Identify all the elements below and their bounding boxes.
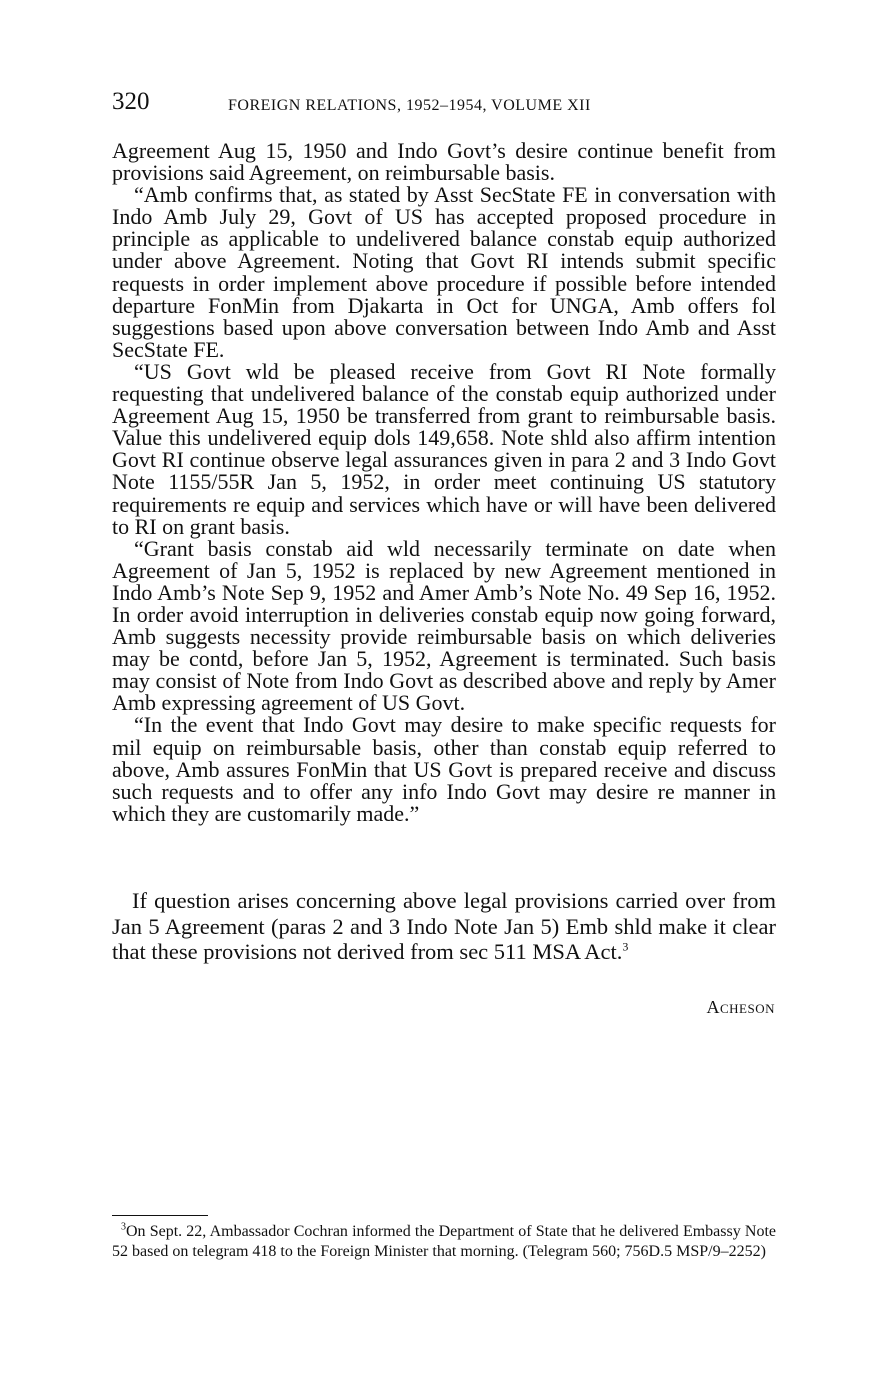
quote-paragraph-3: “US Govt wld be pleased receive from Govt RI Note formally requesting that undelivered balance of the constab equip authorized under Agreement Aug 15, 1950 be transferred from grant to reimbursable basis. Value this undelivered equip dols 149,658. Note shld also affirm intention Govt RI continue observe legal assurances given in para 2 and 3 Indo Govt Note 1155/55R Jan 5, 1952, in order meet continuing US statutory requirements re equip and services which have or will have been delivered to RI on grant basis. [112,358,776,539]
page-number: 320 [112,88,150,115]
footnote [112,1222,776,1261]
running-head: FOREIGN RELATIONS, 1952–1954, VOLUME XII [228,97,591,114]
quote-paragraph-5: “In the event that Indo Govt may desire to make specific requests for mil equip on reimbursable basis, other than constab equip referred to above, Amb assures FonMin that US Govt is prepared receive and discuss such requests and to offer any info Indo Govt may desire re manner in which they are customarily made.” [112,712,776,826]
page-header [112,88,776,124]
quote-paragraph-1: Agreement Aug 15, 1950 and Indo Govt’s desire continue benefit from provisions said Agreement, on reimbursable basis. [112,138,776,186]
footnote-marker: 3 [121,1221,126,1233]
telegram-quoted-text [112,140,776,825]
quote-paragraph-2: “Amb confirms that, as stated by Asst SecState FE in conversation with Indo Amb July 29, Govt of US has accepted proposed procedure in principle as applicable to undelivered balance constab equip authorized under above Agreement. Noting that Govt RI intends submit specific requests in order implement above procedure if possible before intended departure FonMin from Djakarta in Oct for UNGA, Amb offers fol suggestions based upon above conversation between Indo Amb and Asst SecState FE. [112,182,776,362]
signature: Acheson [706,997,775,1017]
footnote-text: On Sept. 22, Ambassador Cochran informed the Department of State that he delivered Embassy Note 52 based on telegram 418 to the Foreign Minister that morning. (Telegram 560; 756D.5 MSP/9–2252) [112,1223,776,1260]
closing-text: If question arises concerning above legal provisions carried over from Jan 5 Agreement (paras 2 and 3 Indo Note Jan 5) Emb shld make it clear that these provisions not derived from sec 511 MSA Act. [112,888,776,964]
footnote-divider [112,1215,208,1216]
quote-paragraph-4: “Grant basis constab aid wld necessarily terminate on date when Agreement of Jan 5, 1952 is replaced by new Agreement mentioned in Indo Amb’s Note Sep 9, 1952 and Amer Amb’s Note No. 49 Sep 16, 1952. In order avoid interruption in deliveries constab equip now going forward, Amb suggests necessity provide reimbursable basis on which deliveries may be contd, before Jan 5, 1952, Agreement is terminated. Such basis may consist of Note from Indo Govt as described above and reply by Amer Amb expressing agreement of US Govt. [112,535,776,716]
closing-paragraph [112,888,776,965]
footnote-reference: 3 [622,939,629,954]
